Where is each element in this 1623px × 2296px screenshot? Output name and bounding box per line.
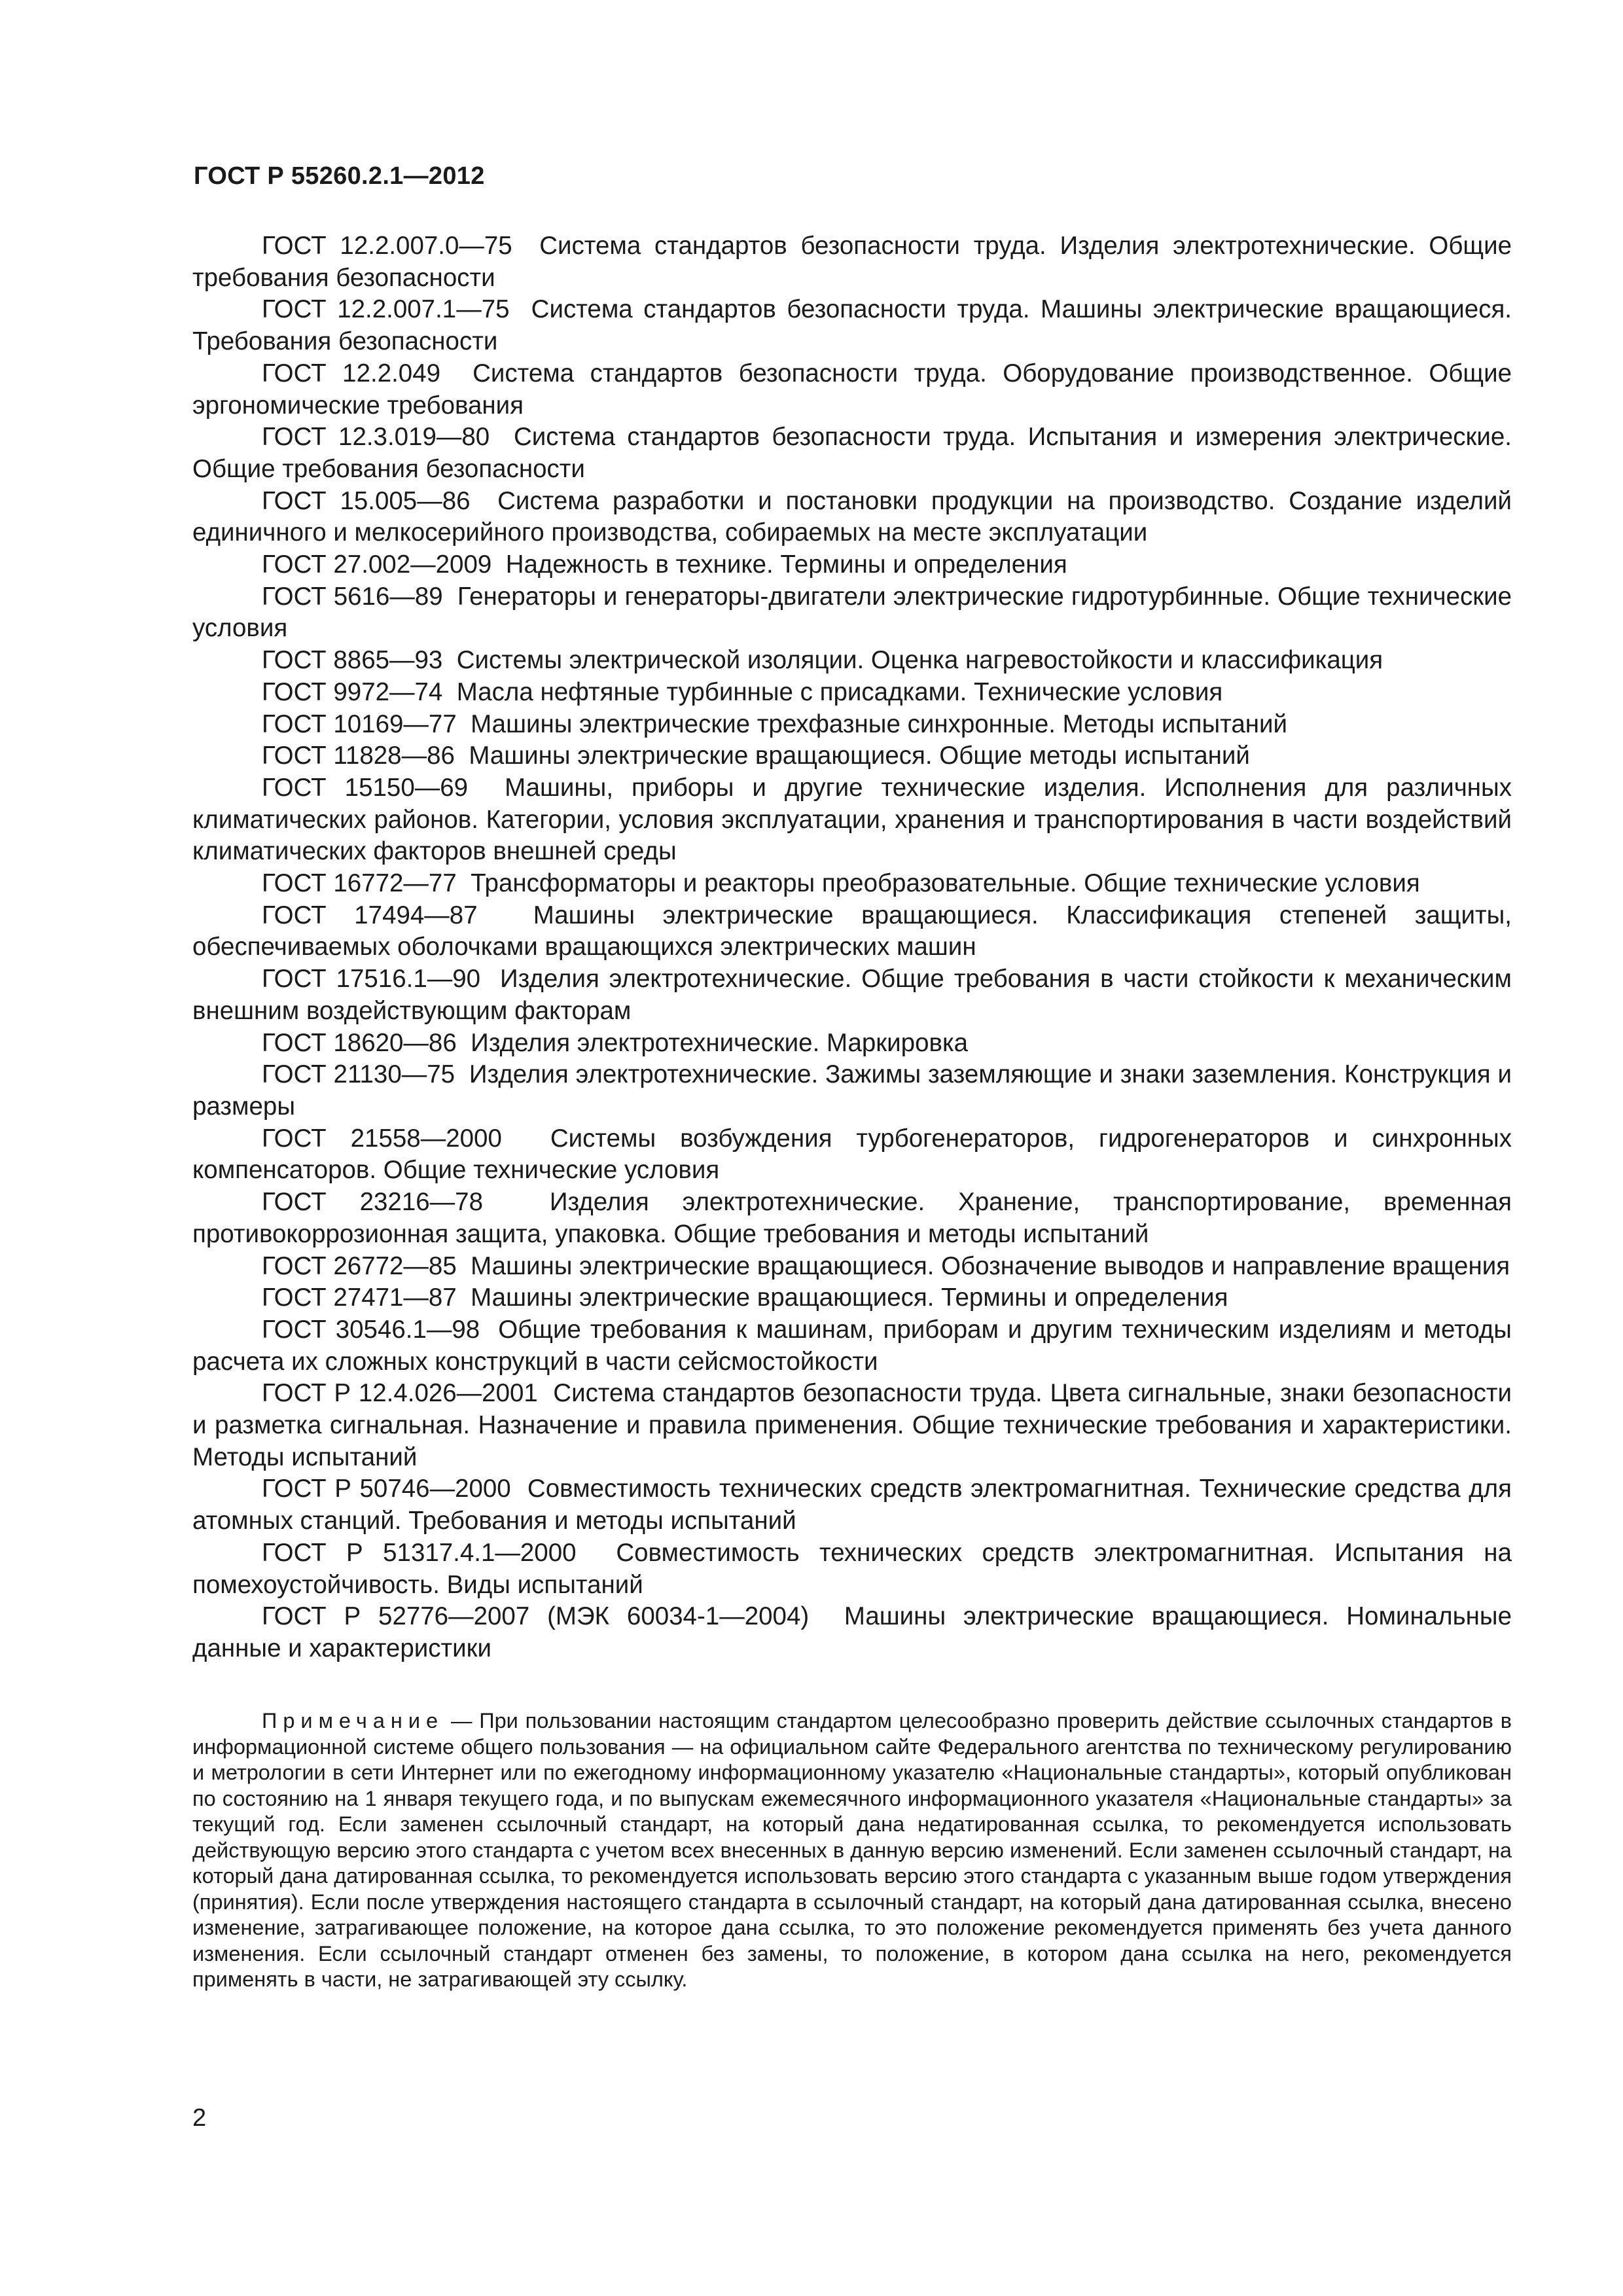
reference-item [192, 1123, 1512, 1187]
reference-code: ГОСТ 21130—75 [262, 1060, 455, 1089]
reference-title: Системы возбуждения турбогенераторов, гидрогенераторов и синхронных компенсаторов. Общие технические условия [192, 1124, 1512, 1185]
reference-title: Совместимость технических средств электромагнитная. Технические средства для атомных станций. Требования и методы испытаний [192, 1475, 1512, 1535]
reference-item [192, 900, 1512, 963]
reference-title: Масла нефтяные турбинные с присадками. Технические условия [456, 677, 1223, 706]
reference-item [192, 963, 1512, 1027]
reference-item [192, 677, 1512, 709]
reference-code: ГОСТ 16772—77 [262, 869, 457, 898]
standard-header: ГОСТ Р 55260.2.1—2012 [194, 162, 485, 190]
reference-item [192, 294, 1512, 357]
reference-title: Система стандартов безопасности труда. Цвета сигнальные, знаки безопасности и разметка сигнальная. Назначение и правила применения. Общие технические требования и характеристики. Методы испытаний [192, 1379, 1512, 1471]
reference-code: ГОСТ 8865—93 [262, 646, 443, 675]
reference-code: ГОСТ Р 12.4.026—2001 [262, 1379, 538, 1408]
reference-code: ГОСТ 12.2.049 [262, 359, 441, 387]
reference-title: Машины электрические вращающиеся. Общие методы испытаний [469, 742, 1250, 770]
reference-code: ГОСТ Р 51317.4.1—2000 [262, 1538, 577, 1567]
reference-title: Машины электрические вращающиеся. Обозначение выводов и направление вращения [471, 1251, 1510, 1280]
reference-item [192, 486, 1512, 549]
reference-title: Система разработки и постановки продукции на производство. Создание изделий единичного и мелкосерийного производства, собираемых на месте эксплуатации [192, 486, 1512, 547]
reference-code: ГОСТ 10169—77 [262, 709, 457, 738]
reference-title: Система стандартов безопасности труда. Оборудование производственное. Общие эргономические требования [192, 359, 1512, 420]
reference-code: ГОСТ 26772—85 [262, 1251, 457, 1280]
reference-code: ГОСТ 15.005—86 [262, 486, 471, 515]
reference-item [192, 1251, 1512, 1283]
reference-item [192, 549, 1512, 581]
reference-title: Машины электрические трехфазные синхронные. Методы испытаний [471, 709, 1288, 738]
reference-title: Изделия электротехнические. Зажимы заземляющие и знаки заземления. Конструкция и размеры [192, 1060, 1512, 1121]
reference-item [192, 230, 1512, 294]
reference-item [192, 1187, 1512, 1250]
reference-title: Машины, приборы и другие технические изделия. Исполнения для различных климатических районов. Категории, условия эксплуатации, хранения и транспортирования в части воздействий климатических факторов внешней среды [192, 773, 1512, 866]
note-label: Примечание [262, 1709, 444, 1732]
reference-item [192, 1028, 1512, 1060]
reference-title: Надежность в технике. Термины и определения [505, 550, 1067, 579]
reference-code: ГОСТ 9972—74 [262, 677, 443, 706]
normative-references-list [192, 230, 1512, 1665]
reference-title: Система стандартов безопасности труда. Изделия электротехнические. Общие требования безопасности [192, 232, 1512, 292]
reference-title: Изделия электротехнические. Маркировка [471, 1028, 969, 1057]
reference-item [192, 1473, 1512, 1537]
note-paragraph [192, 1708, 1512, 1993]
reference-code: ГОСТ Р 50746—2000 [262, 1475, 511, 1503]
reference-title: Машины электрические вращающиеся. Номинальные данные и характеристики [192, 1602, 1512, 1662]
reference-code: ГОСТ 12.2.007.1—75 [262, 295, 510, 324]
reference-item [192, 1282, 1512, 1314]
page-number: 2 [192, 2104, 207, 2132]
reference-code: ГОСТ 27471—87 [262, 1283, 457, 1312]
reference-title: Трансформаторы и реакторы преобразовательные. Общие технические условия [471, 869, 1420, 898]
reference-code: ГОСТ 17494—87 [262, 901, 478, 929]
reference-title: Система стандартов безопасности труда. Испытания и измерения электрические. Общие требования безопасности [192, 423, 1512, 483]
reference-title: Машины электрические вращающиеся. Классификация степеней защиты, обеспечиваемых оболочками вращающихся электрических машин [192, 901, 1512, 961]
reference-title: Машины электрические вращающиеся. Термины и определения [471, 1283, 1228, 1312]
reference-item [192, 1601, 1512, 1664]
reference-code: ГОСТ Р 52776—2007 (МЭК 60034-1—2004) [262, 1602, 810, 1631]
reference-code: ГОСТ 27.002—2009 [262, 550, 492, 579]
reference-title: Общие требования к машинам, приборам и другим техническим изделиям и методы расчета их сложных конструкций в части сейсмостойкости [192, 1315, 1512, 1376]
reference-title: Совместимость технических средств электромагнитная. Испытания на помехоустойчивость. Виды испытаний [192, 1538, 1512, 1599]
reference-code: ГОСТ 12.2.007.0—75 [262, 232, 512, 260]
reference-code: ГОСТ 21558—2000 [262, 1124, 502, 1153]
reference-title: Изделия электротехнические. Хранение, транспортирование, временная противокоррозионная защита, упаковка. Общие требования и методы испытаний [192, 1188, 1512, 1248]
reference-code: ГОСТ 17516.1—90 [262, 965, 481, 994]
reference-item [192, 1378, 1512, 1473]
reference-item [192, 581, 1512, 645]
reference-code: ГОСТ 30546.1—98 [262, 1315, 480, 1344]
reference-title: Генераторы и генераторы-двигатели электрические гидротурбинные. Общие технические условия [192, 582, 1512, 643]
reference-item [192, 1059, 1512, 1122]
reference-item [192, 772, 1512, 868]
reference-title: Система стандартов безопасности труда. Машины электрические вращающиеся. Требования безопасности [192, 295, 1512, 356]
reference-item [192, 740, 1512, 772]
reference-item [192, 709, 1512, 741]
reference-code: ГОСТ 18620—86 [262, 1028, 457, 1057]
reference-item [192, 358, 1512, 422]
reference-item [192, 1537, 1512, 1601]
note-text: — При пользовании настоящим стандартом целесообразно проверить действие ссылочных стандартов в информационной системе общего пользования — на официальном сайте Федерального агентства по техническому регулированию и метрологии в сети Интернет или по ежегодному информационному указателю «Национальные стандарты», который опубликован по состоянию на 1 января текущего года, и по выпускам ежемесячного информационного указателя «Национальные стандарты» за текущий год. Если заменен ссылочный стандарт, на который дана недатированная ссылка, то рекомендуется использовать действующую версию этого стандарта с учетом всех внесенных в данную версию изменений. Если заменен ссылочный стандарт, на который дана датированная ссылка, то рекомендуется использовать версию этого стандарта с указанным выше годом утверждения (принятия). Если после утверждения настоящего стандарта в ссылочный стандарт, на который дана датированная ссылка, внесено изменение, затрагивающее положение, на которое дана ссылка, то это положение рекомендуется применять без учета данного изменения. Если ссылочный стандарт отменен без замены, то положение, в котором дана ссылка на него, рекомендуется применять в части, не затрагивающей эту ссылку. [192, 1709, 1512, 1991]
reference-item [192, 645, 1512, 677]
reference-title: Изделия электротехнические. Общие требования в части стойкости к механическим внешним воздействующим факторам [192, 965, 1512, 1025]
reference-code: ГОСТ 12.3.019—80 [262, 423, 490, 452]
reference-code: ГОСТ 15150—69 [262, 773, 469, 802]
reference-code: ГОСТ 11828—86 [262, 742, 455, 770]
reference-code: ГОСТ 5616—89 [262, 582, 443, 611]
reference-title: Системы электрической изоляции. Оценка нагревостойкости и классификация [456, 646, 1383, 675]
reference-code: ГОСТ 23216—78 [262, 1188, 483, 1217]
reference-item [192, 422, 1512, 485]
reference-item [192, 868, 1512, 900]
reference-item [192, 1314, 1512, 1378]
